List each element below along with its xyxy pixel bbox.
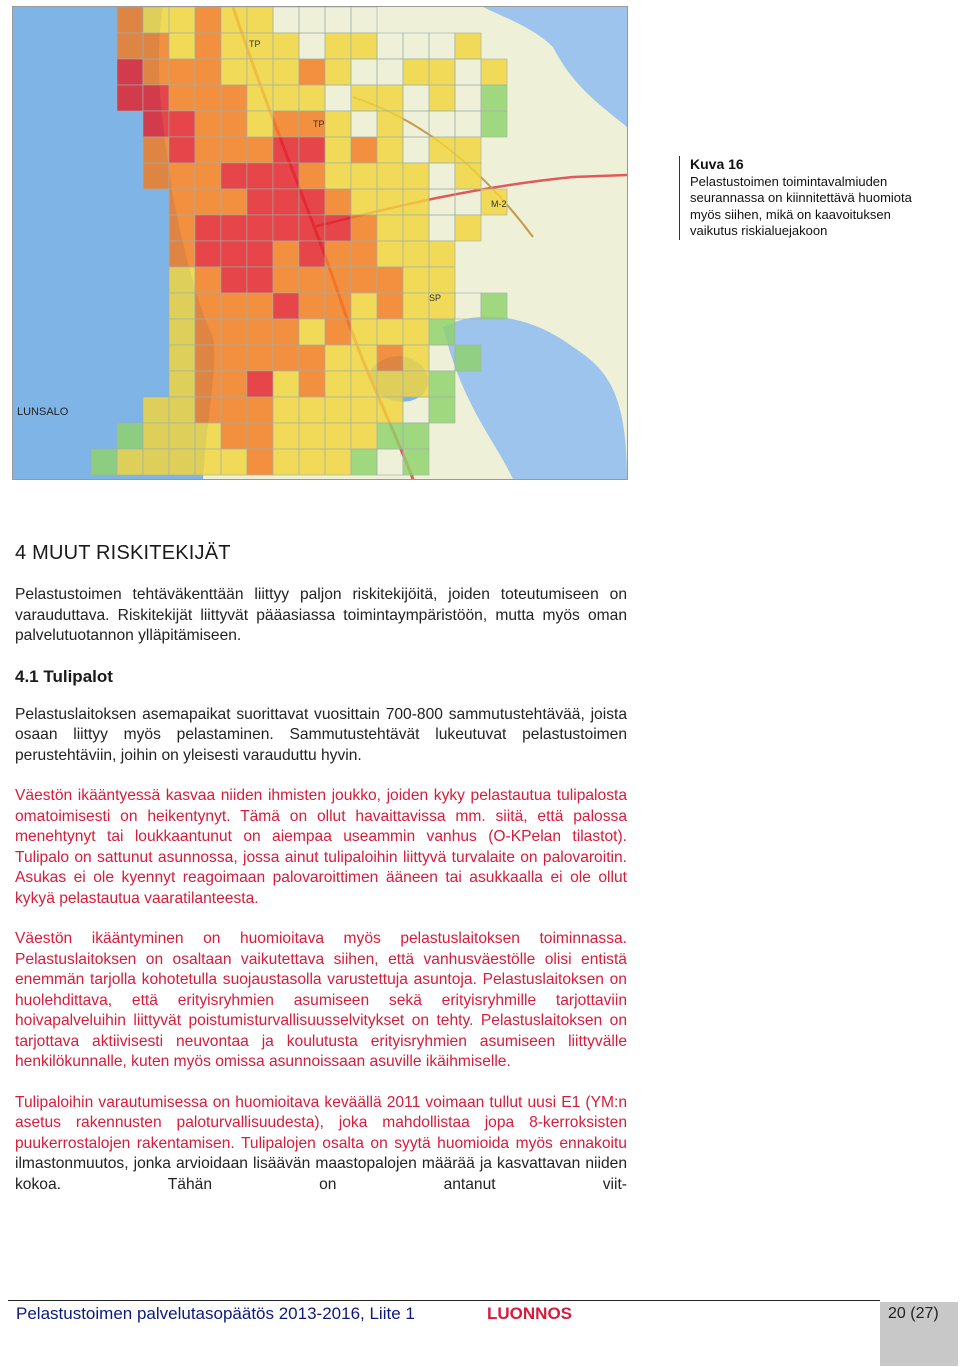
risk-grid-cell	[221, 163, 247, 189]
risk-grid-cell	[377, 267, 403, 293]
risk-grid-cell	[351, 293, 377, 319]
risk-grid-cell	[299, 137, 325, 163]
risk-grid-cell	[247, 111, 273, 137]
risk-grid-cell	[273, 267, 299, 293]
risk-grid-cell	[455, 215, 481, 241]
risk-grid-cell	[377, 137, 403, 163]
map-road-label-3: SP	[429, 293, 442, 303]
risk-grid-cell	[117, 33, 143, 59]
risk-grid-cell	[273, 215, 299, 241]
risk-grid-cell	[299, 267, 325, 293]
risk-grid-cell	[325, 423, 351, 449]
risk-grid-cell	[195, 33, 221, 59]
risk-grid-cell	[351, 449, 377, 475]
risk-grid-cell	[221, 449, 247, 475]
risk-grid-cell	[143, 59, 169, 85]
risk-grid-cell	[325, 215, 351, 241]
risk-grid-cell	[247, 137, 273, 163]
risk-grid-cell	[247, 267, 273, 293]
risk-grid-cell	[117, 7, 143, 33]
risk-grid-cell	[195, 397, 221, 423]
risk-grid-cell	[247, 189, 273, 215]
risk-grid-cell	[299, 371, 325, 397]
risk-grid-cell	[299, 189, 325, 215]
risk-grid-cell	[247, 319, 273, 345]
risk-grid-cell	[325, 111, 351, 137]
risk-grid-cell	[403, 423, 429, 449]
caption-line: seurannassa on kiinnitettävä huomiota	[690, 190, 912, 205]
risk-grid-cell	[325, 449, 351, 475]
risk-grid-cell	[143, 111, 169, 137]
risk-grid-cell	[247, 397, 273, 423]
risk-grid-cell	[377, 423, 403, 449]
risk-grid-cell	[377, 241, 403, 267]
paragraph-4	[15, 1093, 627, 1196]
risk-grid-cell	[221, 241, 247, 267]
risk-grid-cell	[325, 137, 351, 163]
risk-grid-cell	[195, 137, 221, 163]
risk-grid-cell	[117, 449, 143, 475]
risk-grid-cell	[195, 59, 221, 85]
risk-grid-cell	[273, 85, 299, 111]
risk-grid-cell	[221, 345, 247, 371]
risk-grid-cell	[221, 423, 247, 449]
risk-grid-cell	[299, 449, 325, 475]
risk-grid-cell	[169, 449, 195, 475]
risk-grid-cell	[377, 215, 403, 241]
risk-grid-cell	[143, 163, 169, 189]
risk-grid-cell	[403, 189, 429, 215]
map-place-label: LUNSALO	[17, 406, 69, 418]
risk-grid-cell	[273, 293, 299, 319]
risk-grid-cell	[325, 397, 351, 423]
risk-grid-cell	[195, 267, 221, 293]
risk-grid-cell	[273, 449, 299, 475]
risk-grid-cell	[195, 449, 221, 475]
risk-grid-cell	[429, 241, 455, 267]
risk-grid-cell	[195, 345, 221, 371]
risk-grid-cell	[247, 241, 273, 267]
risk-grid-cell	[403, 215, 429, 241]
risk-grid-cell	[429, 267, 455, 293]
risk-grid-cell	[429, 59, 455, 85]
risk-grid-cell	[351, 319, 377, 345]
risk-grid-cell	[169, 111, 195, 137]
risk-grid-map-graphic	[13, 7, 627, 479]
risk-grid-cell	[195, 423, 221, 449]
risk-grid-cell	[195, 163, 221, 189]
map-road-label-4: TP	[249, 39, 261, 49]
risk-area-map	[12, 6, 628, 480]
risk-grid-cell	[247, 85, 273, 111]
risk-grid-cell	[169, 241, 195, 267]
risk-grid-cell	[299, 423, 325, 449]
caption-line: Pelastustoimen toimintavalmiuden	[690, 173, 888, 189]
risk-grid-cell	[195, 371, 221, 397]
risk-grid-cell	[299, 319, 325, 345]
map-road-label-2: TP	[313, 119, 325, 129]
risk-grid-cell	[481, 59, 507, 85]
risk-grid-cell	[169, 137, 195, 163]
map-road-label-1: M-2	[491, 199, 507, 209]
caption-title: Kuva 16	[690, 156, 744, 172]
risk-grid-cell	[169, 7, 195, 33]
risk-grid-cell	[247, 7, 273, 33]
risk-grid-cell	[247, 423, 273, 449]
risk-grid-cell	[351, 33, 377, 59]
risk-grid-cell	[169, 319, 195, 345]
risk-grid-cell	[325, 163, 351, 189]
risk-grid-cell	[403, 319, 429, 345]
risk-grid-cell	[273, 345, 299, 371]
risk-grid-cell	[377, 371, 403, 397]
risk-grid-cell	[299, 397, 325, 423]
risk-grid-cell	[481, 293, 507, 319]
risk-grid-cell	[169, 215, 195, 241]
risk-grid-cell	[273, 423, 299, 449]
paragraph-2: Väestön ikääntyessä kasvaa niiden ihmisten joukko, joiden kyky pelastautua tulipalosta omatoimisesti on heikentynyt. Tämä on ollut havaittavissa mm. siitä, että palossa menehtynyt tai loukkaantunut on aiempaa useammin vanhus (O-KPelan tilastot). Tulipalo on sattunut asunnossa, jossa ainut tulipaloihin liittyvä turvalaite on palovaroitin. Asukas ei ole kyennyt reagoimaan palovaroittimen ääneen tai asukkaalla ei ole ollut kykyä pelastautua vaaratilanteesta.	[15, 787, 627, 907]
risk-grid-cell	[195, 293, 221, 319]
risk-grid-cell	[221, 371, 247, 397]
risk-grid-cell	[143, 7, 169, 33]
risk-grid-cell	[377, 397, 403, 423]
risk-grid-cell	[481, 111, 507, 137]
risk-grid-cell	[221, 189, 247, 215]
risk-grid-cell	[299, 293, 325, 319]
risk-grid-cell	[221, 397, 247, 423]
risk-grid-cell	[403, 59, 429, 85]
risk-grid-cell	[299, 85, 325, 111]
risk-grid-cell	[325, 241, 351, 267]
subsection-heading: 4.1 Tulipalot	[15, 666, 113, 686]
risk-grid-cell	[169, 189, 195, 215]
risk-grid-cell	[273, 163, 299, 189]
risk-grid-cell	[221, 215, 247, 241]
paragraph-1: Pelastuslaitoksen asemapaikat suorittavat vuosittain 700-800 sammutustehtävää, joista osaan liittyy myös pelastaminen. Sammutustehtävät lukeutuvat pelastustoimen perustehtäviin, joihin on yleisesti varauduttu hyvin.	[15, 705, 627, 764]
paragraph-3: Väestön ikääntyminen on huomioitava myös pelastuslaitoksen toiminnassa. Pelastuslaitoksen on osaltaan vaikutettava siihen, että vanhusväestölle olisi entistä enemmän tarjolla kohotetulla suojaustasolla varustettuja asuntoja. Pelastuslaitoksen on huolehdittava, että erityisryhmien asumiseen sekä erityisryhmille tarjottaviin hoivapalveluihin liittyvät poistumisturvallisuusselvitykset on tehty. Pelastuslaitoksen on tarjottava aktiivisesti neuvontaa ja koulutusta erityisryhmien asumiseen liittyvälle henkilökunnalle, kuten myös omissa asunnoissaan asuville ikäihmiselle.	[15, 930, 627, 1070]
risk-grid-cell	[351, 215, 377, 241]
risk-grid-cell	[91, 449, 117, 475]
caption-line: vaikutus riskialuejakoon	[690, 223, 828, 238]
risk-grid-cell	[351, 189, 377, 215]
risk-grid-cell	[429, 137, 455, 163]
risk-grid-cell	[117, 59, 143, 85]
risk-grid-cell	[169, 423, 195, 449]
risk-grid-cell	[377, 189, 403, 215]
risk-grid-cell	[169, 59, 195, 85]
risk-grid-cell	[325, 59, 351, 85]
risk-grid-cell	[273, 371, 299, 397]
risk-grid-cell	[325, 371, 351, 397]
risk-grid-cell	[247, 293, 273, 319]
risk-grid-cell	[273, 319, 299, 345]
risk-grid-cell	[299, 215, 325, 241]
risk-grid-cell	[221, 319, 247, 345]
section-heading: 4 MUUT RISKITEKIJÄT	[15, 542, 231, 564]
risk-grid-cell	[221, 293, 247, 319]
risk-grid-cell	[247, 345, 273, 371]
risk-grid-cell	[403, 345, 429, 371]
risk-grid-cell	[195, 319, 221, 345]
figure-caption	[679, 156, 940, 240]
risk-grid-cell	[299, 59, 325, 85]
risk-grid-cell	[455, 345, 481, 371]
risk-grid-cell	[221, 7, 247, 33]
risk-grid-cell	[117, 85, 143, 111]
caption-line: myös siihen, mikä on kaavoituksen	[690, 206, 891, 222]
risk-grid-cell	[169, 371, 195, 397]
section-intro: Pelastustoimen tehtäväkenttään liittyy paljon riskitekijöitä, joiden toteutumiseen on varauduttava. Riskitekijät liittyvät pääasiassa toimintaympäristöön, mutta myös oman palvelutuotannon ylläpitämiseen.	[15, 586, 627, 644]
risk-grid-cell	[195, 7, 221, 33]
risk-grid-cell	[351, 163, 377, 189]
risk-grid-cell	[403, 241, 429, 267]
risk-grid-cell	[221, 267, 247, 293]
document-body	[15, 542, 627, 1215]
risk-grid-cell	[377, 345, 403, 371]
risk-grid-cell	[169, 163, 195, 189]
risk-grid-cell	[351, 267, 377, 293]
risk-grid-cell	[455, 163, 481, 189]
risk-grid-cell	[403, 163, 429, 189]
risk-grid-cell	[195, 189, 221, 215]
risk-grid-cell	[377, 163, 403, 189]
risk-grid-cell	[325, 345, 351, 371]
page-number: 20 (27)	[888, 1305, 939, 1322]
risk-grid-cell	[377, 85, 403, 111]
risk-grid-cell	[455, 33, 481, 59]
risk-grid-cell	[273, 59, 299, 85]
risk-grid-cell	[481, 85, 507, 111]
risk-grid-cell	[273, 241, 299, 267]
risk-grid-cell	[247, 371, 273, 397]
paragraph-4-black: ilmastonmuutos, jonka arvioidaan lisäävän maastopalojen määrää ja kasvattavan niiden kokoa. Tähän on antanut viit-	[15, 1155, 627, 1193]
risk-grid-cell	[221, 137, 247, 163]
risk-grid-cell	[169, 397, 195, 423]
footer-divider	[8, 1300, 880, 1301]
risk-grid-cell	[221, 59, 247, 85]
risk-grid-cell	[143, 423, 169, 449]
risk-grid-cell	[403, 449, 429, 475]
risk-grid-cell	[351, 397, 377, 423]
risk-grid-cell	[221, 33, 247, 59]
risk-grid-cell	[273, 397, 299, 423]
risk-grid-cell	[169, 267, 195, 293]
risk-grid-cell	[247, 449, 273, 475]
risk-grid-cell	[429, 397, 455, 423]
risk-grid-cell	[195, 85, 221, 111]
risk-grid-cell	[403, 267, 429, 293]
footer-draft-label: LUONNOS	[487, 1304, 572, 1323]
risk-grid-cell	[221, 111, 247, 137]
risk-grid-cell	[325, 267, 351, 293]
risk-grid-cell	[325, 189, 351, 215]
risk-grid-cell	[403, 371, 429, 397]
risk-grid-cell	[351, 345, 377, 371]
risk-grid-cell	[455, 137, 481, 163]
risk-grid-cell	[429, 85, 455, 111]
risk-grid-cell	[299, 241, 325, 267]
risk-grid-cell	[247, 215, 273, 241]
risk-grid-cell	[195, 241, 221, 267]
risk-grid-cell	[351, 371, 377, 397]
risk-grid-cell	[247, 163, 273, 189]
risk-grid-cell	[195, 111, 221, 137]
risk-grid-cell	[325, 33, 351, 59]
risk-grid-cell	[377, 111, 403, 137]
risk-grid-cell	[351, 423, 377, 449]
paragraph-4-red: Tulipaloihin varautumisessa on huomioitava keväällä 2011 voimaan tullut uusi E1 (YM:n asetus rakennusten paloturvallisuudesta), joka mahdollistaa jopa 8-kerroksisten puukerrostalojen rakentamisen. Tulipalojen osalta on syytä huomioida myös ennakoitu	[15, 1093, 627, 1152]
risk-grid-cell	[403, 293, 429, 319]
risk-grid-cell	[169, 33, 195, 59]
risk-grid-cell	[299, 163, 325, 189]
risk-grid-cell	[247, 59, 273, 85]
risk-grid-cell	[351, 137, 377, 163]
risk-grid-cell	[429, 371, 455, 397]
risk-grid-cell	[273, 33, 299, 59]
risk-grid-cell	[169, 293, 195, 319]
risk-grid-cell	[273, 111, 299, 137]
risk-grid-cell	[143, 33, 169, 59]
risk-grid-cell	[273, 137, 299, 163]
risk-grid-cell	[377, 293, 403, 319]
risk-grid-cell	[117, 423, 143, 449]
risk-grid-cell	[351, 85, 377, 111]
risk-grid-cell	[143, 449, 169, 475]
risk-grid-cell	[169, 345, 195, 371]
risk-grid-cell	[195, 215, 221, 241]
risk-grid-cell	[169, 85, 195, 111]
risk-grid-cell	[143, 397, 169, 423]
risk-grid-cell	[273, 189, 299, 215]
risk-grid-cell	[325, 293, 351, 319]
risk-grid-cell	[429, 319, 455, 345]
risk-grid-cell	[299, 345, 325, 371]
risk-grid-cell	[221, 85, 247, 111]
risk-grid-cell	[143, 85, 169, 111]
risk-grid-cell	[143, 137, 169, 163]
footer-document-title: Pelastustoimen palvelutasopäätös 2013-2016, Liite 1	[16, 1304, 415, 1323]
risk-grid-cell	[377, 319, 403, 345]
risk-grid-cell	[351, 241, 377, 267]
risk-grid-cell	[325, 319, 351, 345]
